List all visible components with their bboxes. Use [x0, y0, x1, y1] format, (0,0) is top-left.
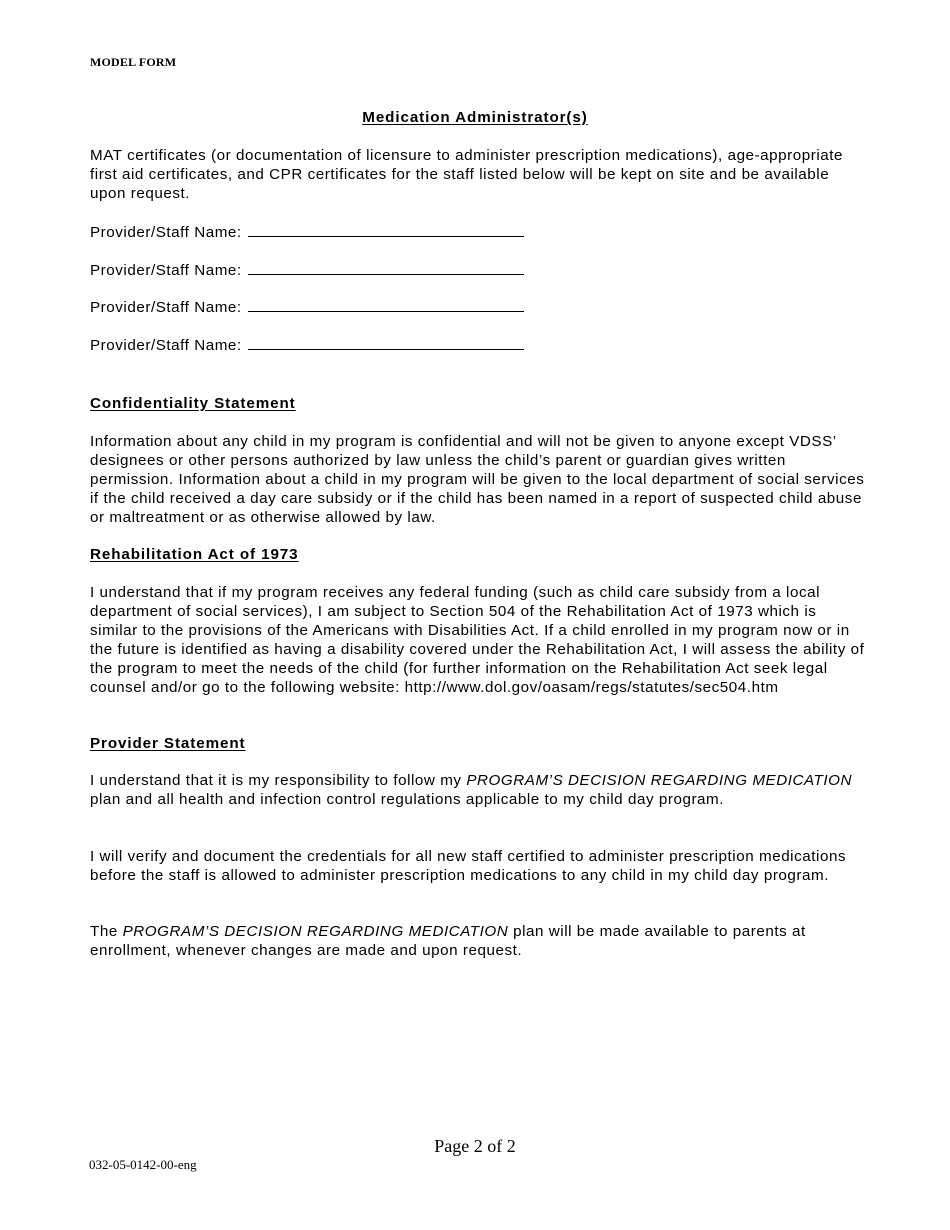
- provider-staff-name-row-3: [90, 297, 524, 317]
- program-decision-emphasis: PROGRAM’S DECISION REGARDING MEDICATION: [466, 772, 853, 789]
- provider-staff-name-blank[interactable]: [248, 222, 524, 237]
- provider-statement-paragraph-2: I will verify and document the credentials for all new staff certified to administer prescription medications before the staff is allowed to administer prescription medications to any child in my child day program.: [90, 848, 847, 884]
- model-form-label: MODEL FORM: [90, 55, 177, 69]
- provider-staff-name-row-4: [90, 335, 524, 355]
- rehabilitation-act-heading: Rehabilitation Act of 1973: [90, 546, 299, 563]
- form-id: 032-05-0142-00-eng: [89, 1157, 197, 1172]
- provider-staff-name-label: Provider/Staff Name:: [90, 224, 242, 241]
- confidentiality-paragraph: Information about any child in my program is confidential and will not be given to anyone except VDSS’ designees or other persons authorized by law unless the child’s parent or guardian gives written permission. Information about a child in my program will be given to the local department of social services if the child received a day care subsidy or if the child has been named in a report of suspected child abuse or maltreatment or as otherwise allowed by law.: [90, 433, 865, 526]
- provider-staff-name-row-2: [90, 260, 524, 280]
- provider-statement-text: I understand that it is my responsibility to follow my: [90, 772, 467, 789]
- provider-staff-name-label: Provider/Staff Name:: [90, 262, 242, 279]
- provider-statement-text: The: [90, 923, 123, 940]
- page-number: Page 2 of 2: [434, 1136, 516, 1156]
- provider-staff-name-blank[interactable]: [248, 335, 524, 350]
- confidentiality-statement-heading: Confidentiality Statement: [90, 395, 296, 412]
- program-decision-emphasis: PROGRAM’S DECISION REGARDING MEDICATION: [122, 923, 509, 940]
- provider-staff-name-blank[interactable]: [248, 297, 524, 312]
- provider-staff-name-label: Provider/Staff Name:: [90, 299, 242, 316]
- provider-staff-name-blank[interactable]: [248, 260, 524, 275]
- provider-statement-text: plan and all health and infection control regulations applicable to my child day program.: [90, 791, 725, 808]
- provider-statement-heading: Provider Statement: [90, 735, 246, 752]
- rehabilitation-act-paragraph: I understand that if my program receives any federal funding (such as child care subsidy from a local department of social services), I am subject to Section 504 of the Rehabilitation Act of 1973 which is similar to the provisions of the Americans with Disabilities Act. If a child enrolled in my program now or in the future is identified as having a disability covered under the Rehabilitation Act, I will assess the ability of the program to meet the needs of the child (for further information on the Rehabilitation Act seek legal counsel and/or go to the following website: http://www.dol.gov/oasam/regs/statutes/sec504.htm: [90, 584, 865, 696]
- medication-intro-paragraph: MAT certificates (or documentation of licensure to administer prescription medications), age-appropriate first aid certificates, and CPR certificates for the staff listed below will be kept on site and be available upon request.: [90, 147, 844, 202]
- provider-statement-paragraph-3: [90, 922, 865, 960]
- provider-staff-name-row-1: [90, 222, 524, 242]
- provider-staff-name-label: Provider/Staff Name:: [90, 337, 242, 354]
- provider-statement-text: plan will be made available to parents at enrollment, whenever changes are made and upon request.: [90, 923, 806, 959]
- provider-statement-paragraph-1: [90, 771, 865, 809]
- medication-administrators-heading: Medication Administrator(s): [362, 109, 588, 126]
